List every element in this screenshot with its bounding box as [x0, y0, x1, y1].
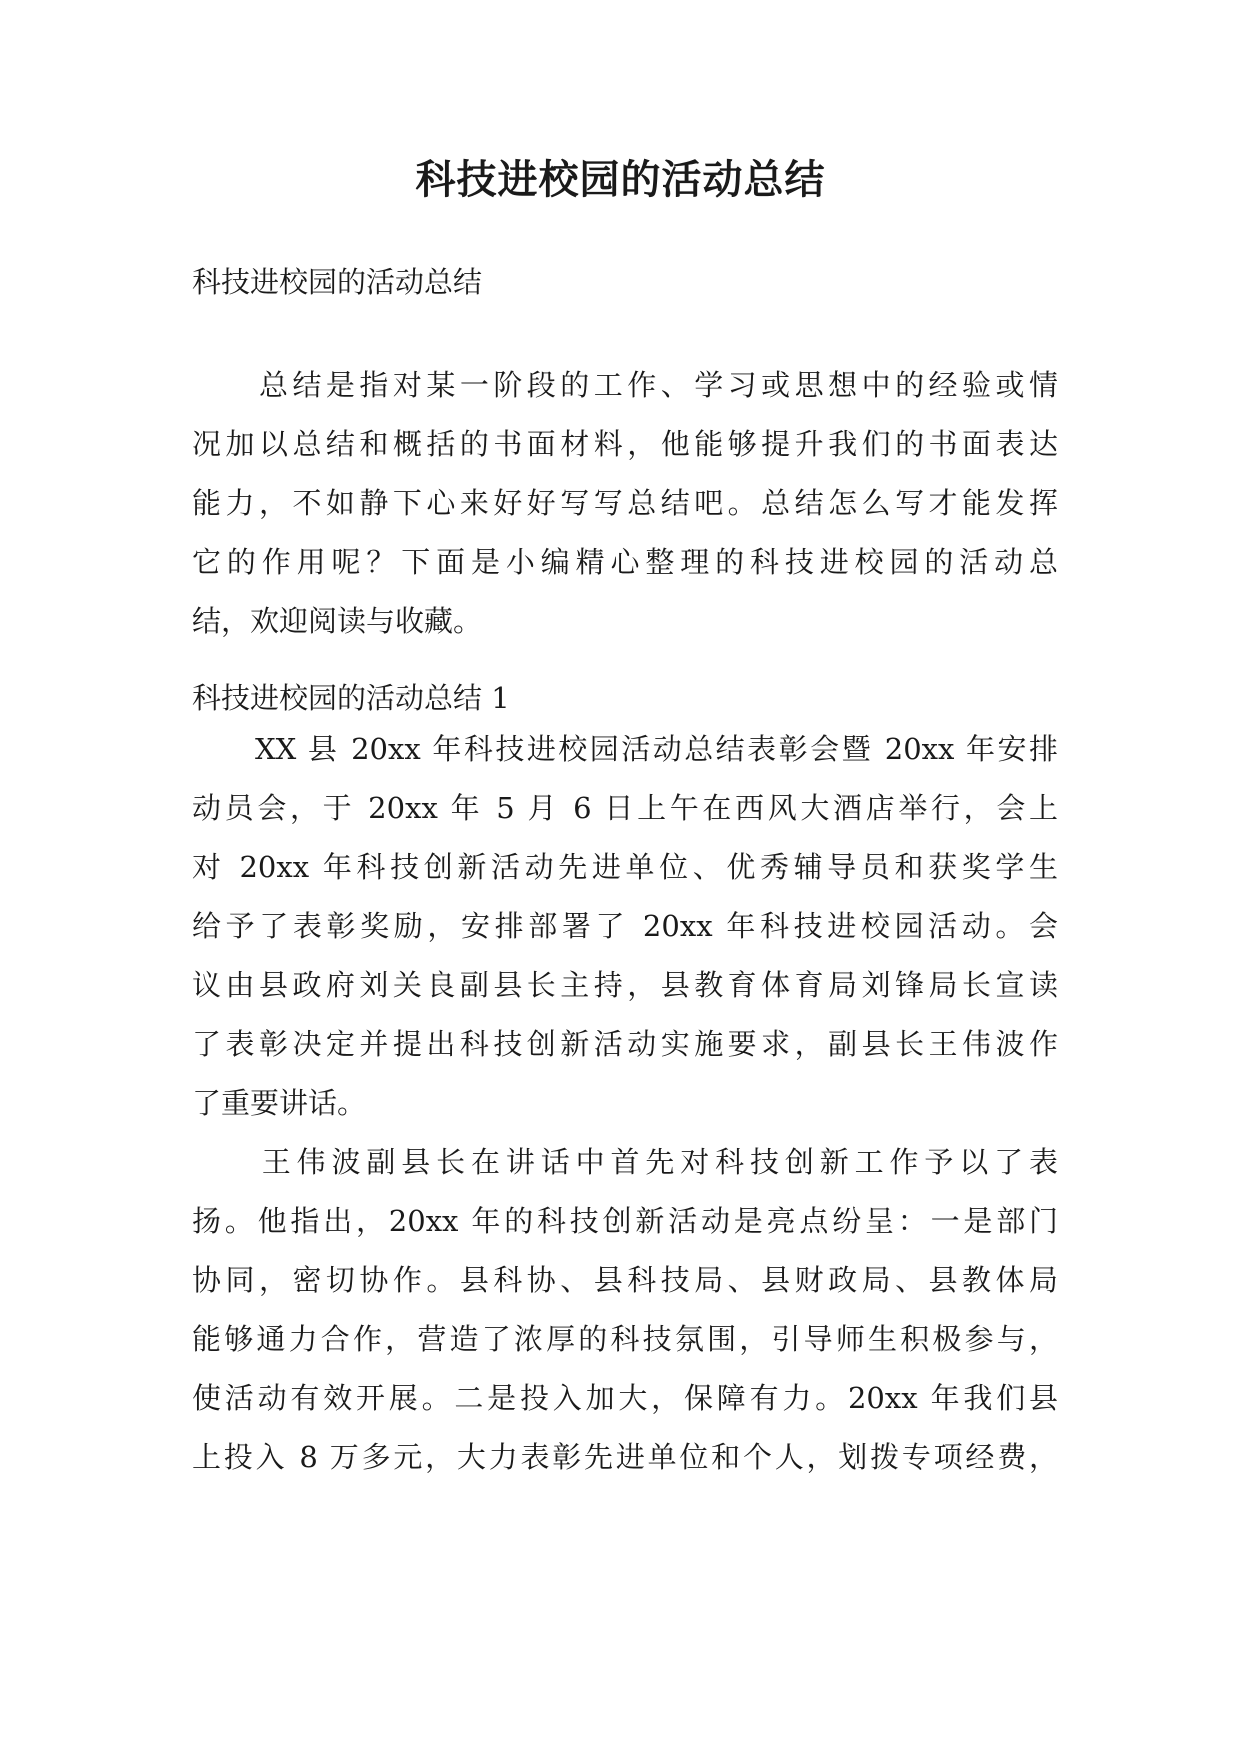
paragraph-line: 使活动有效开展。二是投入加大，保障有力。20xx 年我们县	[192, 1381, 1058, 1415]
paragraph-line: 上投入 8 万多元，大力表彰先进单位和个人，划拨专项经费，	[192, 1440, 1058, 1474]
section-heading: 科技进校园的活动总结 1	[192, 681, 510, 715]
paragraph-line: 了表彰决定并提出科技创新活动实施要求，副县长王伟波作	[192, 1027, 1058, 1061]
paragraph-line: 议由县政府刘关良副县长主持，县教育体育局刘锋局长宣读	[192, 968, 1058, 1002]
intro-line: 能力，不如静下心来好好写写总结吧。总结怎么写才能发挥	[192, 486, 1058, 520]
document-subtitle: 科技进校园的活动总结	[192, 265, 483, 299]
paragraph-line: 能够通力合作，营造了浓厚的科技氛围，引导师生积极参与，	[192, 1322, 1058, 1356]
section1-paragraph-1	[192, 720, 1058, 1133]
paragraph-line: 王伟波副县长在讲话中首先对科技创新工作予以了表	[192, 1145, 1058, 1179]
paragraph-line: 了重要讲话。	[192, 1086, 367, 1120]
intro-paragraph	[192, 356, 1058, 651]
paragraph-line: 协同，密切协作。县科协、县科技局、县财政局、县教体局	[192, 1263, 1058, 1297]
paragraph-line: 动员会，于 20xx 年 5 月 6 日上午在西风大酒店举行，会上	[192, 791, 1058, 825]
paragraph-line: XX 县 20xx 年科技进校园活动总结表彰会暨 20xx 年安排	[192, 732, 1058, 766]
section1-paragraph-2	[192, 1133, 1058, 1487]
paragraph-line: 扬。他指出，20xx 年的科技创新活动是亮点纷呈：一是部门	[192, 1204, 1058, 1238]
intro-line: 况加以总结和概括的书面材料，他能够提升我们的书面表达	[192, 427, 1058, 461]
intro-line: 结，欢迎阅读与收藏。	[192, 604, 483, 638]
paragraph-line: 对 20xx 年科技创新活动先进单位、优秀辅导员和获奖学生	[192, 850, 1058, 884]
intro-line: 它的作用呢？下面是小编精心整理的科技进校园的活动总	[192, 545, 1058, 579]
paragraph-line: 给予了表彰奖励，安排部署了 20xx 年科技进校园活动。会	[192, 909, 1058, 943]
intro-line: 总结是指对某一阶段的工作、学习或思想中的经验或情	[192, 368, 1058, 402]
document-title: 科技进校园的活动总结	[415, 156, 826, 203]
